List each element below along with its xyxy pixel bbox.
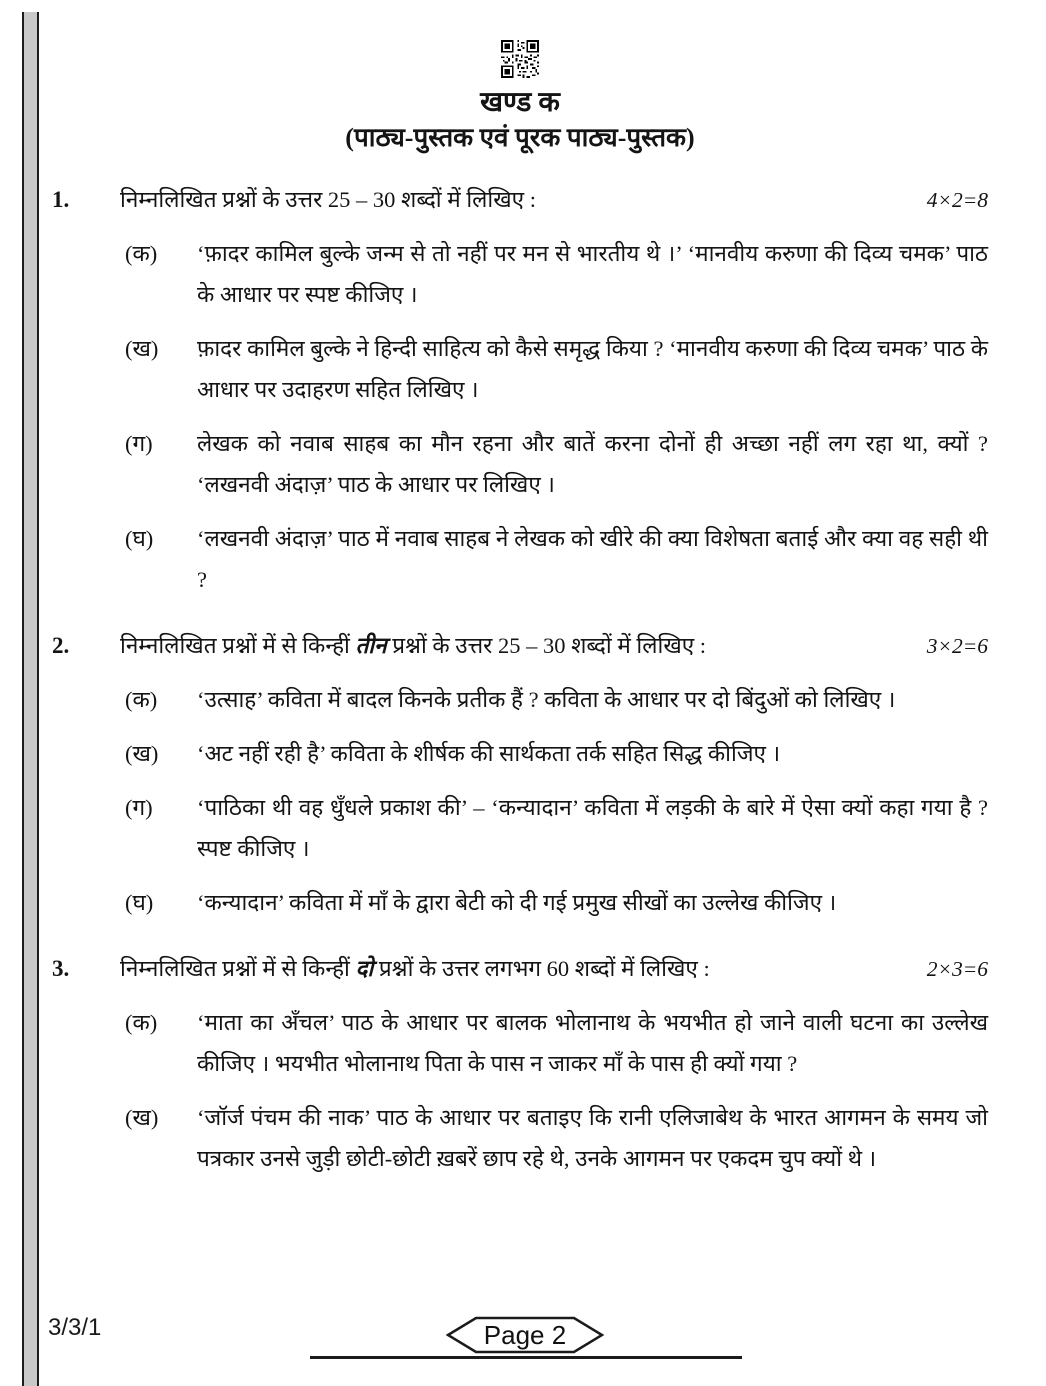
subpart-text: ‘पाठिका थी वह धुँधले प्रकाश की’ – ‘कन्यादान’ कविता में लड़की के बारे में ऐसा क्यों कहा गया है ? स्पष्ट कीजिए । xyxy=(197,795,988,861)
section-title: खण्ड क xyxy=(480,87,560,118)
question-2-part-ka xyxy=(125,679,988,720)
question-marks: 3×2=6 xyxy=(926,634,988,658)
question-intro xyxy=(120,180,878,220)
page-content xyxy=(52,0,988,1179)
question-intro xyxy=(120,949,878,989)
subpart-text: ‘अट नहीं रही है’ कविता के शीर्षक की सार्थकता तर्क सहित सिद्ध कीजिए । xyxy=(197,741,781,766)
question-number: 2. xyxy=(52,633,70,658)
question-2-head xyxy=(52,626,988,666)
subpart-text: ‘फ़ादर कामिल बुल्के जन्म से तो नहीं पर मन से भारतीय थे ।’ ‘मानवीय करुणा की दिव्य चमक’ पाठ के आधार पर स्पष्ट कीजिए । xyxy=(197,241,988,307)
subpart-text: ‘जॉर्ज पंचम की नाक’ पाठ के आधार पर बताइए कि रानी एलिजाबेथ के भारत आगमन के समय जो पत्रकार उनसे जुड़ी छोटी-छोटी ख़बरें छाप रहे थे, उनके आगमन पर एकदम चुप क्यों थे । xyxy=(197,1105,988,1171)
question-2-part-ga xyxy=(125,787,988,869)
subpart-label: (क) xyxy=(125,1010,158,1035)
binding-strip xyxy=(22,12,39,1386)
subpart-label: (क) xyxy=(125,241,158,266)
question-intro-tail: प्रश्नों के उत्तर 25 – 30 शब्दों में लिखिए : xyxy=(386,633,707,658)
subpart-label: (क) xyxy=(125,687,158,712)
subpart-label: (घ) xyxy=(125,526,154,551)
subpart-label: (घ) xyxy=(125,890,154,915)
question-3-head xyxy=(52,949,988,989)
subpart-text: ‘उत्साह’ कविता में बादल किनके प्रतीक हैं ? कविता के आधार पर दो बिंदुओं को लिखिए । xyxy=(197,687,896,712)
page-number-label: Page 2 xyxy=(483,1319,567,1350)
question-1-part-ka xyxy=(125,233,988,315)
question-intro-emphasis: तीन xyxy=(355,633,387,658)
question-1-part-kha xyxy=(125,328,988,410)
subpart-label: (ख) xyxy=(125,336,159,361)
question-intro-text: निम्नलिखित प्रश्नों में से किन्हीं xyxy=(120,956,356,981)
question-intro-text: निम्नलिखित प्रश्नों के उत्तर 25 – 30 शब्दों में लिखिए : xyxy=(120,187,536,212)
footer-rule xyxy=(310,1356,742,1359)
question-intro-emphasis: दो xyxy=(355,956,374,981)
section-subtitle: (पाठ्य-पुस्तक एवं पूरक पाठ्य-पुस्तक) xyxy=(345,123,695,152)
subpart-label: (ख) xyxy=(125,1105,159,1130)
question-number: 3. xyxy=(52,956,70,981)
subpart-text: ‘लखनवी अंदाज़’ पाठ में नवाब साहब ने लेखक को खीरे की क्या विशेषता बताई और क्या वह सही थी ? xyxy=(197,526,988,592)
question-intro-text: निम्नलिखित प्रश्नों में से किन्हीं xyxy=(120,633,356,658)
subpart-label: (ग) xyxy=(125,431,153,456)
question-3-part-kha xyxy=(125,1097,988,1179)
subpart-text: ‘कन्यादान’ कविता में माँ के द्वारा बेटी को दी गई प्रमुख सीखों का उल्लेख कीजिए । xyxy=(197,890,837,915)
question-number: 1. xyxy=(52,187,70,212)
question-1-part-ga xyxy=(125,423,988,505)
question-2-part-gha xyxy=(125,882,988,923)
question-intro xyxy=(120,626,878,666)
question-marks: 2×3=6 xyxy=(926,957,988,981)
question-1 xyxy=(52,180,988,600)
question-3 xyxy=(52,949,988,1179)
page-number-badge xyxy=(446,1316,604,1354)
subpart-text: लेखक को नवाब साहब का मौन रहना और बातें करना दोनों ही अच्छा नहीं लग रहा था, क्यों ? ‘लखनवी अंदाज़’ पाठ के आधार पर लिखिए । xyxy=(197,431,988,497)
question-marks: 4×2=8 xyxy=(926,188,988,212)
question-2 xyxy=(52,626,988,923)
subpart-text: ‘माता का अँचल’ पाठ के आधार पर बालक भोलानाथ के भयभीत हो जाने वाली घटना का उल्लेख कीजिए । भयभीत भोलानाथ पिता के पास न जाकर माँ के पास ही क्यों गया ? xyxy=(197,1010,988,1076)
subpart-label: (ख) xyxy=(125,741,159,766)
question-1-head xyxy=(52,180,988,220)
subpart-label: (ग) xyxy=(125,795,153,820)
question-3-part-ka xyxy=(125,1002,988,1084)
question-1-part-gha xyxy=(125,518,988,600)
question-2-part-kha xyxy=(125,733,988,774)
qr-code-icon xyxy=(52,40,988,80)
question-intro-tail: प्रश्नों के उत्तर लगभग 60 शब्दों में लिखिए : xyxy=(373,956,710,981)
subpart-text: फ़ादर कामिल बुल्के ने हिन्दी साहित्य को कैसे समृद्ध किया ? ‘मानवीय करुणा की दिव्य चमक’ पाठ के आधार पर उदाहरण सहित लिखिए । xyxy=(197,336,988,402)
paper-code: 3/3/1 xyxy=(48,1314,102,1341)
